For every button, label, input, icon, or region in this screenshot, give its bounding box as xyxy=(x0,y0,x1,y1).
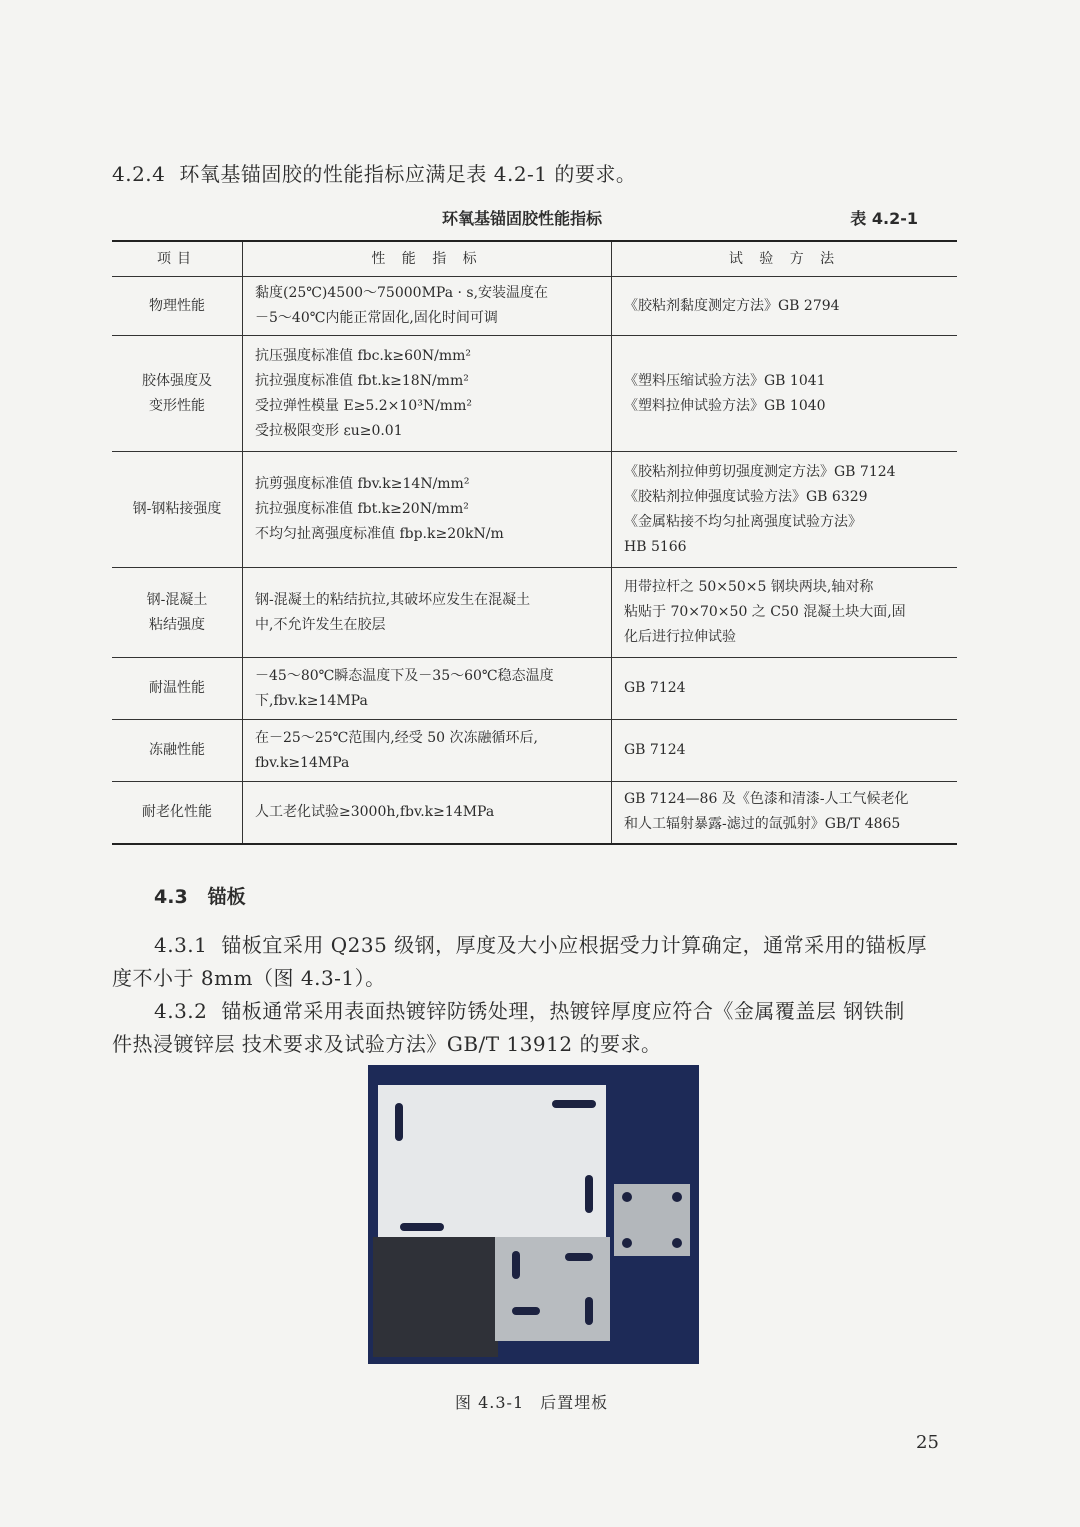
header-performance: 性 能 指 标 xyxy=(243,241,612,277)
method-cell xyxy=(612,782,958,844)
method-cell xyxy=(612,568,958,658)
cell-line: 抗拉强度标准值 fbt.k≥18N/mm² xyxy=(255,372,469,389)
performance-cell xyxy=(243,720,612,782)
table-row xyxy=(112,336,957,452)
cell-line: 冻融性能 xyxy=(149,742,205,758)
galvanized-plate xyxy=(495,1237,610,1341)
item-cell xyxy=(112,658,243,720)
cell-line: HB 5166 xyxy=(624,538,687,555)
cell-line: 用带拉杆之 50×50×5 钢块两块,轴对称 xyxy=(624,579,874,595)
slot xyxy=(585,1175,593,1213)
slot xyxy=(395,1103,403,1141)
item-cell xyxy=(112,720,243,782)
clause-text: 锚板宜采用 Q235 级钢，厚度及大小应根据受力计算确定，通常采用的锚板厚 xyxy=(221,933,928,957)
item-cell xyxy=(112,782,243,844)
cell-line: 受拉极限变形 εu≥0.01 xyxy=(255,422,403,439)
cell-line: GB 7124 xyxy=(624,680,686,696)
cell-line: 抗拉强度标准值 fbt.k≥20N/mm² xyxy=(255,501,469,517)
cell-line: 《胶粘剂黏度测定方法》GB 2794 xyxy=(624,297,840,314)
cell-line: GB 7124 xyxy=(624,742,686,758)
performance-cell xyxy=(243,782,612,844)
cell-line: 《塑料压缩试验方法》GB 1041 xyxy=(624,372,826,389)
hole xyxy=(622,1192,632,1202)
table-row xyxy=(112,452,957,568)
performance-cell xyxy=(243,568,612,658)
cell-line: 钢-混凝土的粘结抗拉,其破坏应发生在混凝土 xyxy=(255,591,531,608)
cell-line: fbv.k≥14MPa xyxy=(255,754,350,771)
slot xyxy=(512,1307,540,1315)
performance-cell xyxy=(243,277,612,336)
clause-4-3-2 xyxy=(112,995,957,1061)
header-item: 项目 xyxy=(112,241,243,277)
item-cell xyxy=(112,336,243,452)
item-cell xyxy=(112,568,243,658)
clause-number: 4.3.1 xyxy=(154,933,208,957)
cell-line: 钢-混凝土 xyxy=(146,591,208,608)
performance-cell xyxy=(243,336,612,452)
figure-caption xyxy=(455,1390,608,1413)
section-heading xyxy=(154,882,246,909)
cell-line: 化后进行拉伸试验 xyxy=(624,629,736,645)
cell-line: 胶体强度及 xyxy=(142,372,212,389)
white-plate xyxy=(378,1085,606,1245)
clause-line xyxy=(112,995,957,1028)
clause-line xyxy=(112,929,957,962)
cell-line: 下,fbv.k≥14MPa xyxy=(255,692,368,709)
cell-line: 《胶粘剂拉伸强度试验方法》GB 6329 xyxy=(624,488,868,505)
section-title: 锚板 xyxy=(207,886,246,908)
cell-line: －5～40℃内能正常固化,固化时间可调 xyxy=(255,310,498,326)
cell-line: 抗压强度标准值 fbc.k≥60N/mm² xyxy=(255,347,472,364)
table-title: 环氧基锚固胶性能指标 xyxy=(442,209,603,228)
performance-cell xyxy=(243,452,612,568)
cell-line: 《塑料拉伸试验方法》GB 1040 xyxy=(624,397,826,414)
hole xyxy=(622,1238,632,1248)
clause-line: 件热浸镀锌层 技术要求及试验方法》GB/T 13912 的要求。 xyxy=(112,1032,662,1056)
item-cell xyxy=(112,452,243,568)
cell-line: 中,不允许发生在胶层 xyxy=(255,616,386,633)
cell-line: GB 7124—86 及《色漆和清漆-人工气候老化 xyxy=(624,791,909,808)
method-cell xyxy=(612,658,958,720)
hole xyxy=(672,1192,682,1202)
cell-line: 抗剪强度标准值 fbv.k≥14N/mm² xyxy=(255,476,470,492)
cell-line: 耐温性能 xyxy=(149,680,205,696)
cell-line: 物理性能 xyxy=(149,297,205,314)
table-row xyxy=(112,658,957,720)
cell-line: 粘贴于 70×70×50 之 C50 混凝土块大面,固 xyxy=(624,604,906,620)
cell-line: 《胶粘剂拉伸剪切强度测定方法》GB 7124 xyxy=(624,463,896,480)
hole xyxy=(672,1238,682,1248)
cell-line: 在－25～25℃范围内,经受 50 次冻融循环后, xyxy=(255,729,538,746)
cell-line: 和人工辐射暴露-滤过的氙弧射》GB/T 4865 xyxy=(624,816,901,833)
slot xyxy=(585,1297,593,1325)
cell-line: 钢-钢粘接强度 xyxy=(132,501,222,517)
cell-line: 粘结强度 xyxy=(149,616,205,633)
performance-cell xyxy=(243,658,612,720)
cell-line: 受拉弹性模量 E≥5.2×10³N/mm² xyxy=(255,397,472,414)
figure-title: 后置埋板 xyxy=(540,1393,609,1412)
item-cell xyxy=(112,277,243,336)
cell-line: 《金属粘接不均匀扯离强度试验方法》 xyxy=(624,513,862,530)
table-number: 表 4.2-1 xyxy=(850,209,918,228)
performance-table xyxy=(112,240,957,845)
table-row xyxy=(112,720,957,782)
dark-plate xyxy=(373,1237,498,1357)
cell-line: 耐老化性能 xyxy=(142,803,212,820)
clause-number: 4.3.2 xyxy=(154,999,208,1023)
clause-text: 环氧基锚固胶的性能指标应满足表 4.2-1 的要求。 xyxy=(179,162,637,186)
slot xyxy=(400,1223,444,1231)
cell-line: 黏度(25℃)4500～75000MPa · s,安装温度在 xyxy=(255,285,549,301)
clause-text: 锚板通常采用表面热镀锌防锈处理，热镀锌厚度应符合《金属覆盖层 钢铁制 xyxy=(221,999,905,1023)
figure-number: 图 4.3-1 xyxy=(455,1393,525,1412)
method-cell xyxy=(612,452,958,568)
slot xyxy=(565,1253,593,1261)
cell-line: 变形性能 xyxy=(149,397,205,414)
clause-4-3-1 xyxy=(112,929,957,995)
clause-number: 4.2.4 xyxy=(112,162,166,186)
table-header-row xyxy=(112,241,957,277)
header-method: 试 验 方 法 xyxy=(612,241,958,277)
clause-line: 度不小于 8mm（图 4.3-1）。 xyxy=(112,966,386,990)
small-plate xyxy=(614,1184,690,1256)
method-cell xyxy=(612,336,958,452)
cell-line: 不均匀扯离强度标准值 fbp.k≥20kN/m xyxy=(255,526,504,542)
page-number: 25 xyxy=(916,1432,939,1453)
cell-line: －45～80℃瞬态温度下及－35～60℃稳态温度 xyxy=(255,667,554,684)
table-row xyxy=(112,568,957,658)
slot xyxy=(552,1100,596,1108)
cell-line: 人工老化试验≥3000h,fbv.k≥14MPa xyxy=(255,803,495,820)
table-row xyxy=(112,782,957,844)
method-cell xyxy=(612,720,958,782)
table-row xyxy=(112,277,957,336)
anchor-plate-photo xyxy=(368,1065,699,1364)
slot xyxy=(512,1251,520,1279)
clause-4-2-4 xyxy=(112,158,957,191)
method-cell xyxy=(612,277,958,336)
section-number: 4.3 xyxy=(154,886,188,908)
